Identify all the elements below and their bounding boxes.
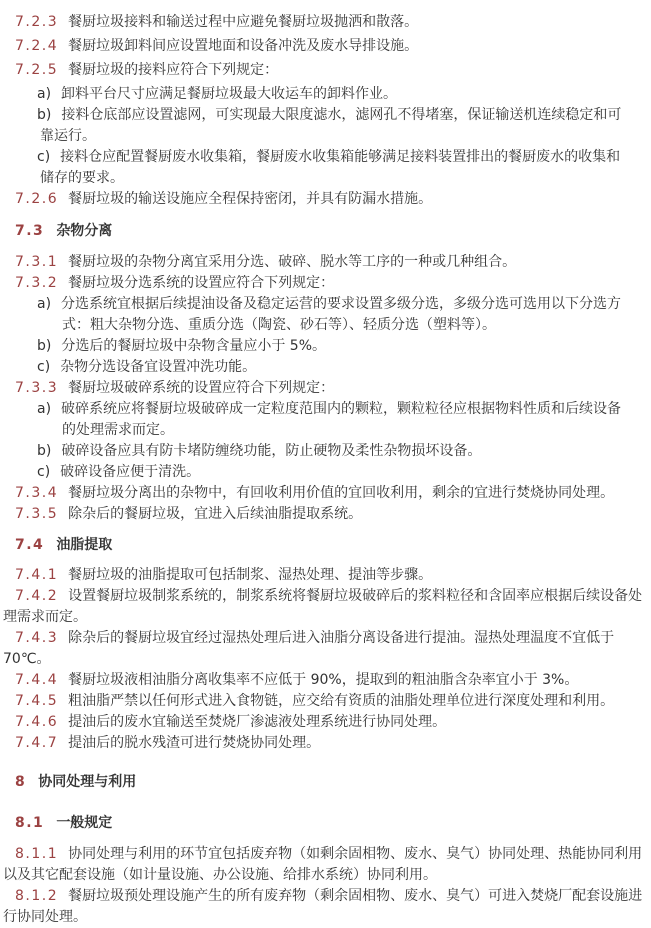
clause-number: 7.3.2 (15, 275, 59, 291)
clause-7-2-4 (0, 36, 651, 57)
clause-text: 餐厨垃圾液相油脂分离收集率不应低于 90%，提取到的粗油脂含杂率宜小于 3%。 (68, 672, 579, 688)
clause-number: 7.2.3 (15, 14, 59, 30)
clause-number: 8.1.2 (15, 888, 59, 904)
clause-text: 餐厨垃圾分选系统的设置应符合下列规定： (68, 275, 335, 291)
clause-text: 餐厨垃圾的接料应符合下列规定： (68, 62, 279, 78)
item-continuation (0, 315, 651, 336)
item-letter: a) (37, 401, 52, 417)
chapter-heading-8 (0, 772, 651, 793)
item-continuation (0, 168, 651, 189)
clause-number: 7.3.3 (15, 380, 59, 396)
clause-text: 餐厨垃圾的油脂提取可包括制浆、湿热处理、提油等步骤。 (68, 567, 433, 583)
clause-text: 理需求而定。 (3, 609, 87, 625)
section-heading-7-3 (0, 221, 651, 242)
clause-7-4-3 (0, 628, 651, 649)
clause-text: 餐厨垃圾接料和输送过程中应避免餐厨垃圾抛洒和散落。 (68, 14, 419, 30)
list-item-c (0, 357, 651, 378)
heading-text: 油脂提取 (56, 537, 113, 553)
clause-number: 7.4.7 (15, 735, 59, 751)
clause-7-2-6 (0, 189, 651, 210)
item-text: 分选后的餐厨垃圾中杂物含量应小于 5%。 (61, 338, 327, 354)
item-letter: b) (37, 443, 52, 459)
item-letter: a) (37, 86, 52, 102)
clause-number: 7.4.4 (15, 672, 59, 688)
clause-number: 7.4.2 (15, 588, 59, 604)
clause-text: 协同处理与利用的环节宜包括废弃物（如剩余固相物、废水、臭气）协同处理、热能协同利用 (68, 846, 643, 862)
clause-text: 行协同处理。 (3, 909, 87, 925)
clause-text: 提油后的脱水残渣可进行焚烧协同处理。 (68, 735, 321, 751)
clause-text: 提油后的废水宜输送至焚烧厂渗滤液处理系统进行协同处理。 (68, 714, 447, 730)
clause-7-4-1 (0, 565, 651, 586)
clause-text: 粗油脂严禁以任何形式进入食物链，应交给有资质的油脂处理单位进行深度处理和利用。 (68, 693, 615, 709)
clause-7-4-5 (0, 691, 651, 712)
clause-number: 7.4.6 (15, 714, 59, 730)
clause-7-3-2 (0, 273, 651, 294)
clause-8-1-1 (0, 844, 651, 865)
clause-text: 设置餐厨垃圾制浆系统的，制浆系统将餐厨垃圾破碎后的浆料粒径和含固率应根据后续设备处 (68, 588, 643, 604)
clause-number: 7.4.3 (15, 630, 59, 646)
clause-7-3-4 (0, 483, 651, 504)
list-item-c (0, 147, 651, 168)
section-heading-7-4 (0, 535, 651, 556)
clause-number: 7.4.1 (15, 567, 59, 583)
section-number: 7.4 (15, 537, 45, 553)
clause-text: 餐厨垃圾卸料间应设置地面和设备冲洗及废水导排设施。 (68, 38, 419, 54)
clause-number: 7.3.5 (15, 506, 59, 522)
clause-7-4-2 (0, 586, 651, 607)
item-text: 接料仓应配置餐厨废水收集箱，餐厨废水收集箱能够满足接料装置排出的餐厨废水的收集和 (60, 149, 621, 165)
list-item-b (0, 336, 651, 357)
item-text: 靠运行。 (40, 128, 96, 144)
item-letter: c) (37, 149, 51, 165)
clause-7-2-3 (0, 12, 651, 33)
heading-text: 协同处理与利用 (38, 774, 137, 790)
item-continuation (0, 126, 651, 147)
clause-text: 70℃。 (3, 651, 51, 667)
clause-number: 7.3.4 (15, 485, 59, 501)
heading-text: 杂物分离 (56, 223, 113, 239)
item-text: 破碎系统应将餐厨垃圾破碎成一定粒度范围内的颗粒，颗粒粒径应根据物料性质和后续设备 (61, 401, 622, 417)
item-letter: c) (37, 359, 51, 375)
clause-7-3-5 (0, 504, 651, 525)
section-number: 8.1 (15, 815, 45, 831)
item-text: 卸料平台尺寸应满足餐厨垃圾最大收运车的卸料作业。 (61, 86, 398, 102)
list-item-a (0, 399, 651, 420)
item-letter: b) (37, 338, 52, 354)
item-letter: a) (37, 296, 52, 312)
clause-continuation (0, 865, 651, 886)
list-item-b (0, 441, 651, 462)
item-text: 破碎设备应具有防卡堵防缠绕功能，防止硬物及柔性杂物损坏设备。 (61, 443, 482, 459)
item-text: 储存的要求。 (40, 170, 124, 186)
clause-continuation (0, 649, 651, 670)
item-text: 式：粗大杂物分选、重质分选（陶瓷、砂石等）、轻质分选（塑料等）。 (62, 317, 496, 333)
item-text: 的处理需求而定。 (62, 422, 174, 438)
clause-text: 除杂后的餐厨垃圾，宜进入后续油脂提取系统。 (68, 506, 363, 522)
section-heading-8-1 (0, 813, 651, 834)
heading-text: 一般规定 (56, 815, 113, 831)
clause-7-4-7 (0, 733, 651, 754)
clause-text: 除杂后的餐厨垃圾宜经过湿热处理后进入油脂分离设备进行提油。湿热处理温度不宜低于 (68, 630, 615, 646)
list-item-c (0, 462, 651, 483)
clause-text: 餐厨垃圾的输送设施应全程保持密闭，并具有防漏水措施。 (68, 191, 433, 207)
list-item-a (0, 84, 651, 105)
item-continuation (0, 420, 651, 441)
clause-continuation (0, 607, 651, 628)
clause-text: 餐厨垃圾破碎系统的设置应符合下列规定： (68, 380, 335, 396)
clause-text: 以及其它配套设施（如计量设施、办公设施、给排水系统）协同利用。 (3, 867, 437, 883)
item-text: 分选系统宜根据后续提油设备及稳定运营的要求设置多级分选，多级分选可选用以下分选方 (61, 296, 622, 312)
clause-8-1-2 (0, 886, 651, 907)
clause-number: 7.3.1 (15, 254, 59, 270)
list-item-b (0, 105, 651, 126)
clause-number: 7.2.4 (15, 38, 59, 54)
item-letter: b) (37, 107, 52, 123)
clause-7-3-1 (0, 252, 651, 273)
clause-7-4-4 (0, 670, 651, 691)
clause-text: 餐厨垃圾的杂物分离宜采用分选、破碎、脱水等工序的一种或几种组合。 (68, 254, 517, 270)
clause-number: 7.2.5 (15, 62, 59, 78)
clause-text: 餐厨垃圾预处理设施产生的所有废弃物（剩余固相物、废水、臭气）可进入焚烧厂配套设施进 (68, 888, 643, 904)
list-item-a (0, 294, 651, 315)
section-number: 7.3 (15, 223, 45, 239)
clause-7-3-3 (0, 378, 651, 399)
item-text: 接料仓底部应设置滤网，可实现最大限度滤水，滤网孔不得堵塞，保证输送机连续稳定和可 (61, 107, 622, 123)
clause-7-2-5 (0, 60, 651, 81)
clause-number: 7.2.6 (15, 191, 59, 207)
clause-number: 8.1.1 (15, 846, 59, 862)
item-text: 杂物分选设备宜设置冲洗功能。 (60, 359, 257, 375)
clause-7-4-6 (0, 712, 651, 733)
item-text: 破碎设备应便于清洗。 (60, 464, 201, 480)
clause-text: 餐厨垃圾分离出的杂物中，有回收利用价值的宜回收利用，剩余的宜进行焚烧协同处理。 (68, 485, 615, 501)
clause-number: 7.4.5 (15, 693, 59, 709)
section-number: 8 (15, 774, 27, 790)
item-letter: c) (37, 464, 51, 480)
